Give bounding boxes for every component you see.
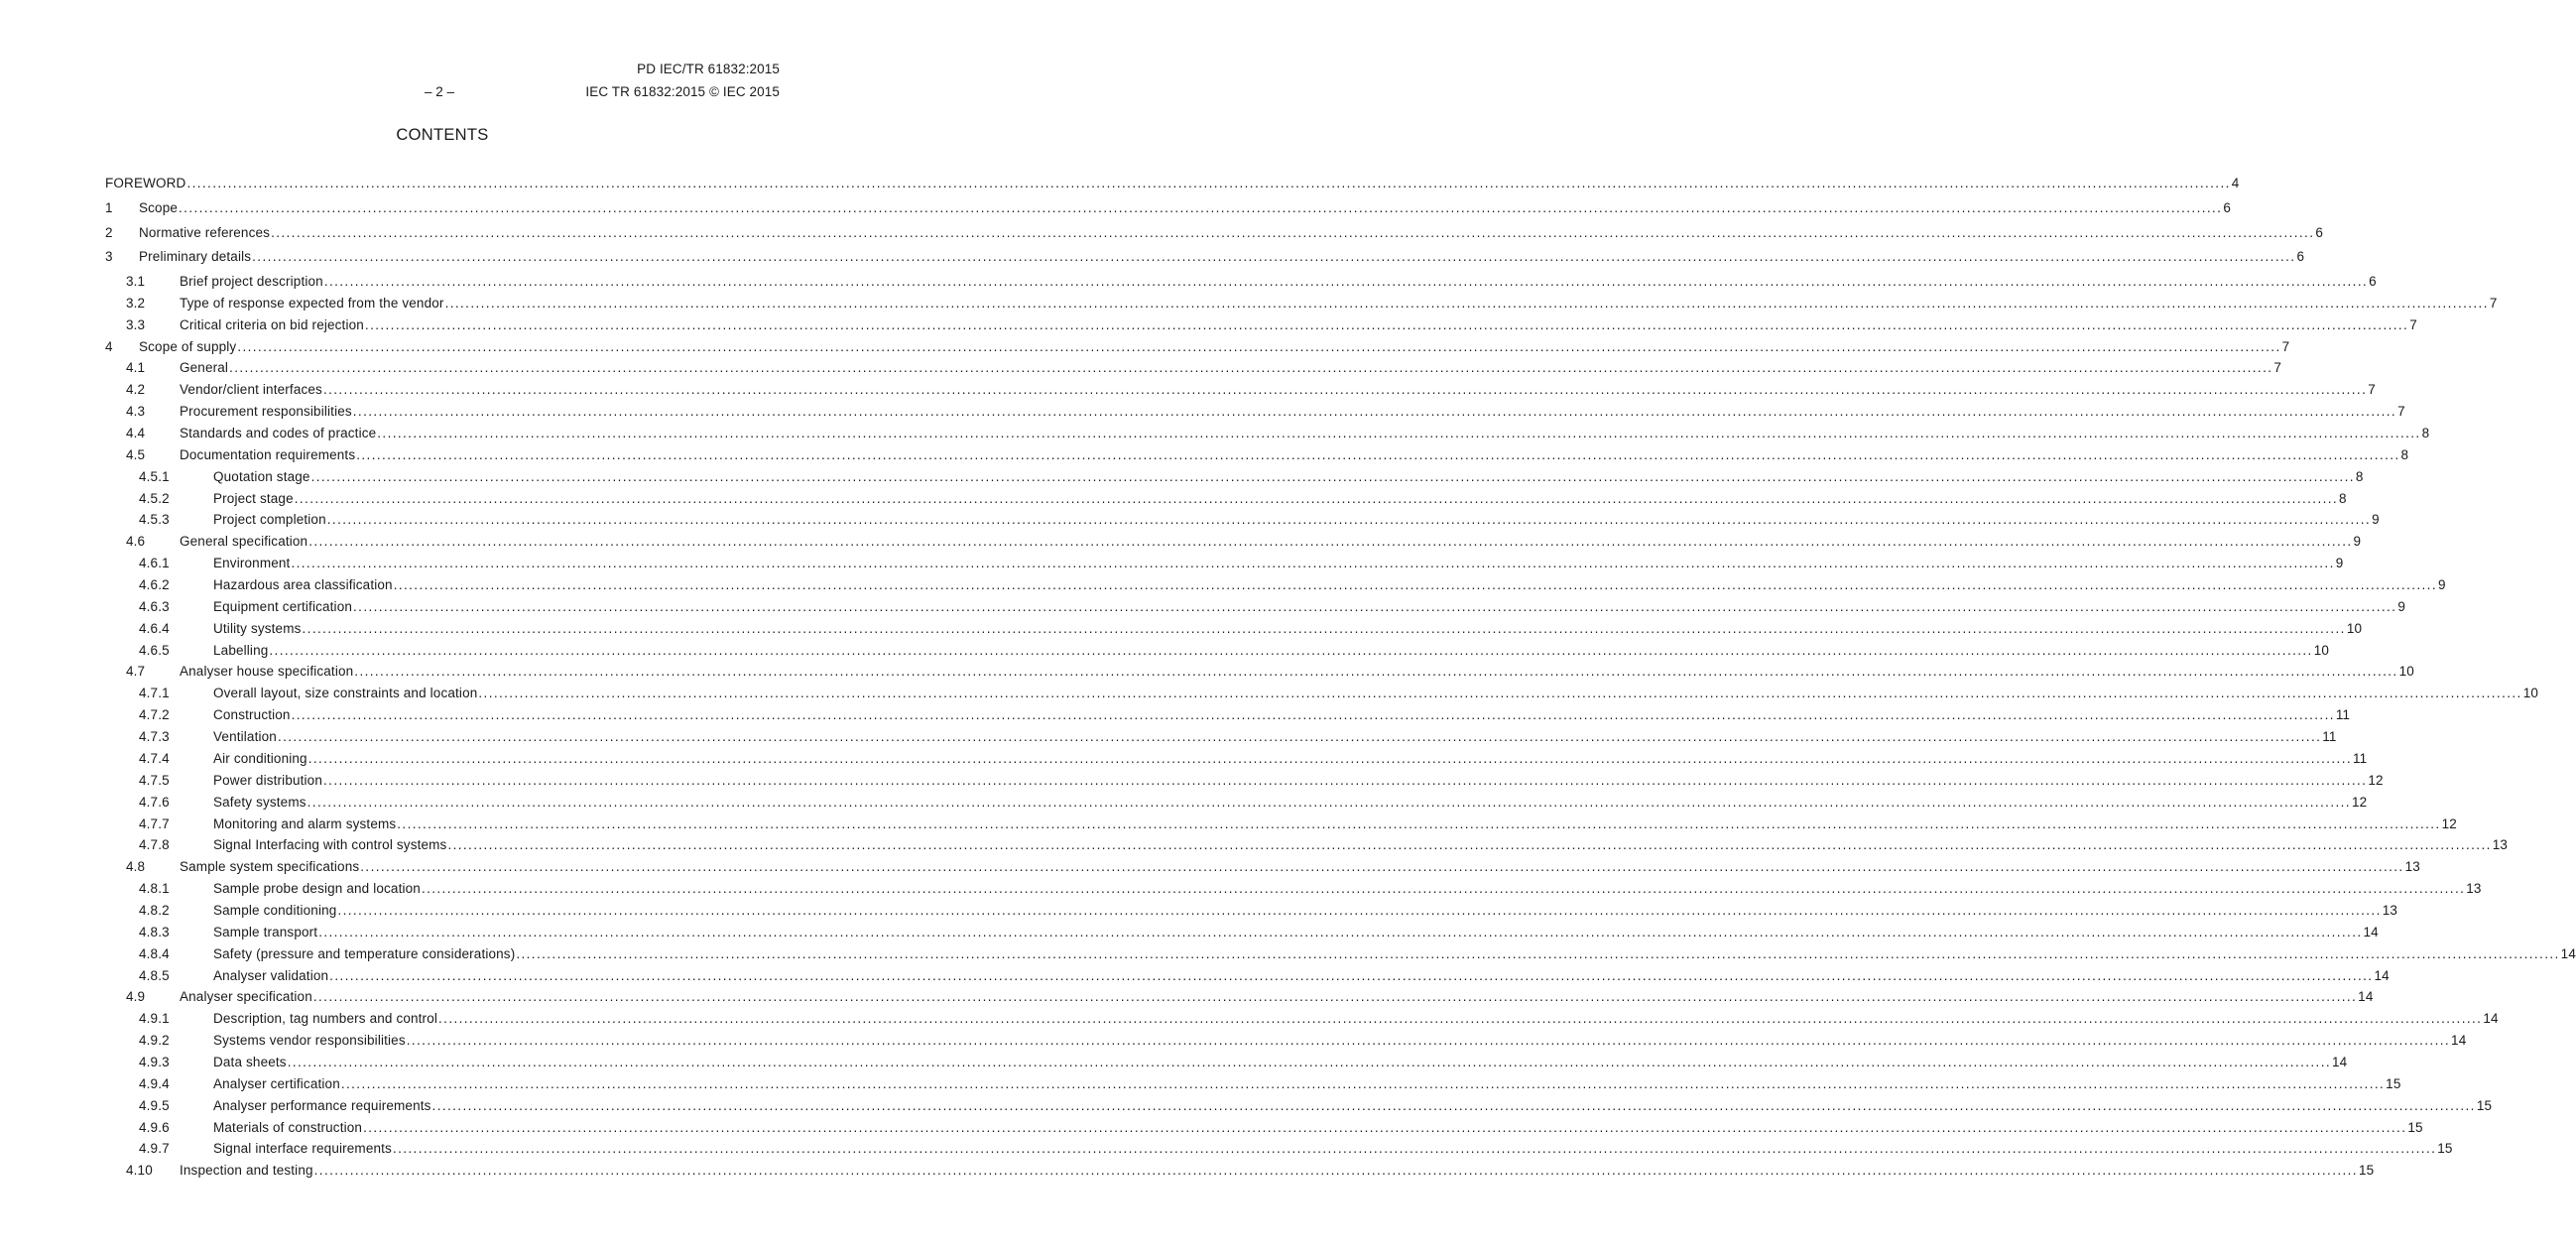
toc-entry[interactable] bbox=[139, 556, 2344, 575]
toc-entry-title: Data sheets bbox=[213, 1054, 287, 1069]
toc-entry-title: Normative references bbox=[139, 225, 271, 240]
toc-entry-number: 4.7.7 bbox=[139, 815, 170, 831]
toc-entry-title: Air conditioning bbox=[213, 750, 307, 766]
dot-leader: ................................................................................................................................................................................................................................................................................................................................................................................................................ bbox=[329, 967, 2374, 983]
toc-entry-title: Ventilation bbox=[213, 729, 277, 745]
toc-entry-page: 7 bbox=[2409, 316, 2417, 332]
toc-entry[interactable] bbox=[139, 598, 2405, 619]
toc-entry-page: 6 bbox=[2315, 225, 2324, 240]
toc-entry-page: 11 bbox=[2322, 729, 2337, 745]
toc-entry[interactable] bbox=[139, 924, 2379, 944]
toc-entry[interactable] bbox=[139, 686, 2539, 705]
toc-entry-title: Procurement responsibilities bbox=[180, 404, 352, 420]
dot-leader: ................................................................................................................................................................................................................................................................................................................................................................................................................ bbox=[323, 274, 2369, 289]
toc-entry-title: Power distribution bbox=[213, 772, 323, 788]
dot-leader: ................................................................................................................................................................................................................................................................................................................................................................................................................ bbox=[421, 881, 2466, 897]
dot-leader: ................................................................................................................................................................................................................................................................................................................................................................................................................ bbox=[406, 1033, 2451, 1049]
toc-entry-title: Critical criteria on bid rejection bbox=[180, 316, 364, 332]
toc-entry-number: 4.6.3 bbox=[139, 598, 170, 614]
toc-entry-number: 2 bbox=[105, 225, 113, 240]
toc-entry-title: General specification bbox=[180, 534, 308, 550]
dot-leader: ................................................................................................................................................................................................................................................................................................................................................................................................................ bbox=[179, 200, 2223, 215]
dot-leader: ................................................................................................................................................................................................................................................................................................................................................................................................................ bbox=[356, 446, 2400, 462]
dot-leader: ................................................................................................................................................................................................................................................................................................................................................................................................................ bbox=[431, 1097, 2476, 1113]
toc-entry-number: 4.9.5 bbox=[139, 1097, 170, 1113]
toc-entry[interactable] bbox=[139, 837, 2509, 857]
toc-entry[interactable] bbox=[139, 1075, 2401, 1096]
toc-entry-page: 15 bbox=[2358, 1163, 2375, 1179]
toc-entry-number: 4.5.1 bbox=[139, 468, 170, 484]
toc-entry-page: 14 bbox=[2483, 1011, 2499, 1027]
toc-entry-title: Signal Interfacing with control systems bbox=[213, 837, 447, 853]
dot-leader: ................................................................................................................................................................................................................................................................................................................................................................................................................ bbox=[516, 945, 2560, 961]
toc-entry-page: 14 bbox=[2451, 1033, 2467, 1049]
toc-entry-number: 4.8 bbox=[126, 859, 146, 875]
toc-entry-page: 14 bbox=[2332, 1054, 2348, 1069]
toc-entry-number: 3.3 bbox=[126, 316, 146, 332]
toc-entry[interactable] bbox=[139, 967, 2390, 988]
toc-entry-title: Description, tag numbers and control bbox=[213, 1011, 438, 1027]
toc-entry-number: 3.2 bbox=[126, 295, 146, 311]
toc-entry-number: 4.1 bbox=[126, 360, 146, 376]
toc-entry[interactable] bbox=[139, 577, 2446, 597]
toc-entry[interactable] bbox=[139, 707, 2351, 727]
toc-entry[interactable] bbox=[105, 225, 2324, 245]
toc-entry-number: 4.6 bbox=[126, 534, 146, 550]
toc-entry-number: 1 bbox=[105, 200, 113, 215]
toc-entry-title: Analyser specification bbox=[180, 989, 312, 1005]
toc-entry-page: 7 bbox=[2281, 338, 2290, 354]
toc-entry[interactable] bbox=[105, 249, 2305, 269]
toc-entry-title: Utility systems bbox=[213, 620, 302, 636]
toc-entry-number: 4.9.7 bbox=[139, 1141, 170, 1157]
toc-entry-title: Safety (pressure and temperature considerations) bbox=[213, 945, 516, 961]
toc-entry-title: Overall layout, size constraints and location bbox=[213, 686, 478, 701]
toc-entry[interactable] bbox=[139, 1011, 2499, 1031]
toc-entry-title: Project stage bbox=[213, 490, 294, 506]
toc-entry-number: 4.9 bbox=[126, 989, 146, 1005]
toc-entry-page: 9 bbox=[2353, 534, 2362, 550]
copyright-line: IEC TR 61832:2015 © IEC 2015 bbox=[585, 84, 780, 99]
dot-leader: ................................................................................................................................................................................................................................................................................................................................................................................................................ bbox=[312, 989, 2358, 1005]
dot-leader: ................................................................................................................................................................................................................................................................................................................................................................................................................ bbox=[322, 382, 2368, 398]
toc-entry-page: 15 bbox=[2407, 1119, 2423, 1135]
toc-entry-title: Brief project description bbox=[180, 274, 323, 289]
toc-entry-page: 10 bbox=[2398, 664, 2414, 680]
toc-entry-number: 4.9.1 bbox=[139, 1011, 170, 1027]
toc-entry-page: 7 bbox=[2489, 295, 2498, 311]
toc-entry-number: 4.8.1 bbox=[139, 881, 170, 897]
toc-entry-title: FOREWORD bbox=[105, 176, 186, 190]
toc-entry-number: 4.9.4 bbox=[139, 1075, 170, 1091]
page-number: – 2 – bbox=[425, 84, 455, 99]
toc-entry-title: Preliminary details bbox=[139, 249, 252, 264]
toc-entry-number: 4.8.4 bbox=[139, 945, 170, 961]
toc-entry[interactable] bbox=[139, 620, 2363, 641]
toc-entry-page: 10 bbox=[2313, 642, 2330, 658]
dot-leader: ................................................................................................................................................................................................................................................................................................................................................................................................................ bbox=[447, 837, 2492, 853]
dot-leader: ................................................................................................................................................................................................................................................................................................................................................................................................................ bbox=[318, 924, 2363, 939]
dot-leader: ................................................................................................................................................................................................................................................................................................................................................................................................................ bbox=[360, 859, 2404, 875]
toc-entry-page: 14 bbox=[2374, 967, 2390, 983]
toc-entry-page: 7 bbox=[2273, 360, 2282, 376]
dot-leader: ................................................................................................................................................................................................................................................................................................................................................................................................................ bbox=[392, 1141, 2437, 1157]
toc-entry-title: Hazardous area classification bbox=[213, 577, 393, 593]
dot-leader: ................................................................................................................................................................................................................................................................................................................................................................................................................ bbox=[363, 1119, 2407, 1135]
dot-leader: ................................................................................................................................................................................................................................................................................................................................................................................................................ bbox=[291, 556, 2335, 571]
dot-leader: ................................................................................................................................................................................................................................................................................................................................................................................................................ bbox=[313, 1163, 2358, 1179]
toc-entry[interactable] bbox=[139, 750, 2368, 771]
toc-entry[interactable] bbox=[139, 512, 2380, 532]
toc-entry-page: 12 bbox=[2368, 772, 2384, 788]
toc-entry-title: Project completion bbox=[213, 512, 326, 528]
toc-entry-page: 11 bbox=[2353, 750, 2368, 766]
toc-entry-number: 4.9.6 bbox=[139, 1119, 170, 1135]
toc-entry-page: 13 bbox=[2492, 837, 2509, 853]
dot-leader: ................................................................................................................................................................................................................................................................................................................................................................................................................ bbox=[302, 620, 2346, 636]
toc-entry-number: 4.7.4 bbox=[139, 750, 170, 766]
toc-entry[interactable] bbox=[139, 729, 2337, 749]
toc-entry-number: 4.7.3 bbox=[139, 729, 170, 745]
toc-entry[interactable] bbox=[126, 382, 2376, 402]
dot-leader: ................................................................................................................................................................................................................................................................................................................................................................................................................ bbox=[269, 642, 2313, 658]
toc-entry-number: 4.3 bbox=[126, 404, 146, 420]
toc-entry-number: 3 bbox=[105, 249, 113, 264]
dot-leader: ................................................................................................................................................................................................................................................................................................................................................................................................................ bbox=[310, 468, 2355, 484]
toc-entry[interactable] bbox=[126, 360, 2282, 380]
toc-entry-number: 4.5 bbox=[126, 446, 146, 462]
dot-leader: ................................................................................................................................................................................................................................................................................................................................................................................................................ bbox=[308, 534, 2353, 550]
dot-leader: ................................................................................................................................................................................................................................................................................................................................................................................................................ bbox=[294, 490, 2339, 506]
toc-entry[interactable] bbox=[105, 338, 2290, 359]
toc-entry-number: 4.10 bbox=[126, 1163, 153, 1179]
toc-entry[interactable] bbox=[139, 468, 2364, 489]
toc-entry[interactable] bbox=[139, 945, 2576, 966]
toc-entry-title: Materials of construction bbox=[213, 1119, 363, 1135]
toc-entry-page: 9 bbox=[2372, 512, 2380, 528]
toc-entry-title: Sample probe design and location bbox=[213, 881, 421, 897]
toc-entry-page: 4 bbox=[2231, 176, 2240, 190]
toc-entry[interactable] bbox=[139, 1119, 2423, 1140]
toc-entry[interactable] bbox=[139, 902, 2398, 923]
toc-entry-title: General bbox=[180, 360, 229, 376]
toc-entry-page: 14 bbox=[2560, 945, 2576, 961]
toc-entry-title: Signal interface requirements bbox=[213, 1141, 392, 1157]
dot-leader: ................................................................................................................................................................................................................................................................................................................................................................................................................ bbox=[340, 1075, 2386, 1091]
dot-leader: ................................................................................................................................................................................................................................................................................................................................................................................................................ bbox=[326, 512, 2372, 528]
toc-entry-page: 7 bbox=[2397, 404, 2405, 420]
toc-entry-page: 13 bbox=[2466, 881, 2482, 897]
toc-entry-page: 15 bbox=[2386, 1075, 2401, 1091]
page-title: CONTENTS bbox=[396, 126, 489, 144]
toc-entry[interactable] bbox=[139, 1097, 2493, 1118]
toc-entry-title: Sample transport bbox=[213, 924, 318, 939]
toc-entry-page: 9 bbox=[2397, 598, 2405, 614]
toc-entry-title: Analyser validation bbox=[213, 967, 329, 983]
toc-entry-number: 4.6.1 bbox=[139, 556, 170, 571]
toc-entry[interactable] bbox=[126, 295, 2498, 315]
toc-entry-number: 4.6.5 bbox=[139, 642, 170, 658]
dot-leader: ................................................................................................................................................................................................................................................................................................................................................................................................................ bbox=[186, 176, 2231, 190]
dot-leader: ................................................................................................................................................................................................................................................................................................................................................................................................................ bbox=[271, 225, 2315, 240]
toc-entry-title: Analyser house specification bbox=[180, 664, 354, 680]
toc-entry[interactable] bbox=[139, 1033, 2467, 1053]
toc-entry-page: 10 bbox=[2522, 686, 2539, 701]
toc-entry-page: 8 bbox=[2400, 446, 2409, 462]
toc-entry-title: Sample system specifications bbox=[180, 859, 360, 875]
toc-entry[interactable] bbox=[126, 404, 2405, 424]
toc-entry-title: Inspection and testing bbox=[180, 1163, 313, 1179]
dot-leader: ................................................................................................................................................................................................................................................................................................................................................................................................................ bbox=[287, 1054, 2331, 1069]
dot-leader: ................................................................................................................................................................................................................................................................................................................................................................................................................ bbox=[354, 664, 2398, 680]
toc-entry[interactable] bbox=[139, 881, 2482, 901]
toc-entry-page: 14 bbox=[2358, 989, 2374, 1005]
toc-entry[interactable] bbox=[126, 426, 2430, 445]
toc-entry[interactable] bbox=[126, 316, 2417, 337]
toc-entry-title: Scope of supply bbox=[139, 338, 237, 354]
dot-leader: ................................................................................................................................................................................................................................................................................................................................................................................................................ bbox=[444, 295, 2489, 311]
toc-entry-number: 4.8.3 bbox=[139, 924, 170, 939]
toc-entry[interactable] bbox=[126, 859, 2420, 879]
toc-entry-title: Vendor/client interfaces bbox=[180, 382, 322, 398]
toc-entry[interactable] bbox=[139, 1054, 2348, 1074]
document-id: PD IEC/TR 61832:2015 bbox=[637, 62, 780, 76]
toc-entry-number: 4.8.2 bbox=[139, 902, 170, 918]
toc-entry-number: 4.7 bbox=[126, 664, 146, 680]
toc-entry-page: 14 bbox=[2363, 924, 2379, 939]
toc-entry-page: 13 bbox=[2404, 859, 2420, 875]
dot-leader: ................................................................................................................................................................................................................................................................................................................................................................................................................ bbox=[323, 772, 2368, 788]
toc-entry-page: 12 bbox=[2441, 815, 2457, 831]
toc-entry-title: Type of response expected from the vendor bbox=[180, 295, 444, 311]
toc-entry-page: 7 bbox=[2368, 382, 2376, 398]
toc-entry-page: 9 bbox=[2437, 577, 2446, 593]
toc-entry-title: Analyser performance requirements bbox=[213, 1097, 431, 1113]
toc-entry-title: Sample conditioning bbox=[213, 902, 337, 918]
toc-entry-title: Environment bbox=[213, 556, 291, 571]
toc-entry-title: Monitoring and alarm systems bbox=[213, 815, 397, 831]
dot-leader: ................................................................................................................................................................................................................................................................................................................................................................................................................ bbox=[237, 338, 2281, 354]
toc-entry[interactable] bbox=[126, 664, 2414, 684]
toc-entry[interactable] bbox=[126, 989, 2374, 1009]
dot-leader: ................................................................................................................................................................................................................................................................................................................................................................................................................ bbox=[291, 707, 2335, 723]
toc-entry-number: 4.4 bbox=[126, 426, 146, 441]
dot-leader: ................................................................................................................................................................................................................................................................................................................................................................................................................ bbox=[229, 360, 2273, 376]
dot-leader: ................................................................................................................................................................................................................................................................................................................................................................................................................ bbox=[337, 902, 2382, 918]
toc-entry-title: Safety systems bbox=[213, 794, 307, 810]
dot-leader: ................................................................................................................................................................................................................................................................................................................................................................................................................ bbox=[397, 815, 2441, 831]
toc-entry-number: 4.6.2 bbox=[139, 577, 170, 593]
dot-leader: ................................................................................................................................................................................................................................................................................................................................................................................................................ bbox=[393, 577, 2437, 593]
dot-leader: ................................................................................................................................................................................................................................................................................................................................................................................................................ bbox=[438, 1011, 2483, 1027]
toc-entry-page: 11 bbox=[2335, 707, 2351, 723]
toc-entry-title: Standards and codes of practice bbox=[180, 426, 377, 441]
toc-entry-number: 4.8.5 bbox=[139, 967, 170, 983]
toc-entry-page: 10 bbox=[2346, 620, 2363, 636]
toc-entry-number: 4 bbox=[105, 338, 113, 354]
dot-leader: ................................................................................................................................................................................................................................................................................................................................................................................................................ bbox=[478, 686, 2522, 701]
toc-entry-number: 4.5.2 bbox=[139, 490, 170, 506]
toc-entry-title: Equipment certification bbox=[213, 598, 353, 614]
toc-entry-number: 4.7.6 bbox=[139, 794, 170, 810]
toc-entry-title: Construction bbox=[213, 707, 291, 723]
toc-entry-title: Quotation stage bbox=[213, 468, 310, 484]
toc-entry-title: Scope bbox=[139, 200, 179, 215]
dot-leader: ................................................................................................................................................................................................................................................................................................................................................................................................................ bbox=[307, 794, 2351, 810]
toc-entry-title: Documentation requirements bbox=[180, 446, 356, 462]
toc-entry-page: 8 bbox=[2339, 490, 2347, 506]
toc-entry-number: 4.5.3 bbox=[139, 512, 170, 528]
toc-entry[interactable] bbox=[139, 490, 2347, 511]
toc-entry[interactable] bbox=[126, 446, 2409, 467]
dot-leader: ................................................................................................................................................................................................................................................................................................................................................................................................................ bbox=[353, 598, 2397, 614]
toc-entry-title: Analyser certification bbox=[213, 1075, 340, 1091]
toc-entry[interactable] bbox=[139, 772, 2384, 793]
dot-leader: ................................................................................................................................................................................................................................................................................................................................................................................................................ bbox=[377, 426, 2421, 441]
toc-entry-title: Labelling bbox=[213, 642, 269, 658]
toc-entry[interactable] bbox=[139, 794, 2368, 814]
toc-entry-page: 8 bbox=[2421, 426, 2430, 441]
toc-entry-number: 3.1 bbox=[126, 274, 146, 289]
toc-entry-page: 6 bbox=[2296, 249, 2305, 264]
toc-entry-page: 15 bbox=[2437, 1141, 2453, 1157]
toc-entry-page: 15 bbox=[2476, 1097, 2493, 1113]
toc-entry-number: 4.7.5 bbox=[139, 772, 170, 788]
toc-entry[interactable] bbox=[105, 176, 2240, 195]
toc-entry-page: 6 bbox=[2223, 200, 2231, 215]
toc-entry[interactable] bbox=[126, 274, 2377, 294]
toc-entry-number: 4.9.3 bbox=[139, 1054, 170, 1069]
dot-leader: ................................................................................................................................................................................................................................................................................................................................................................................................................ bbox=[352, 404, 2397, 420]
toc-entry-page: 13 bbox=[2382, 902, 2398, 918]
toc-entry[interactable] bbox=[139, 815, 2457, 836]
toc-entry[interactable] bbox=[126, 1163, 2375, 1183]
dot-leader: ................................................................................................................................................................................................................................................................................................................................................................................................................ bbox=[307, 750, 2353, 766]
toc-entry-number: 4.7.2 bbox=[139, 707, 170, 723]
toc-entry-number: 4.9.2 bbox=[139, 1033, 170, 1049]
toc-entry-number: 4.7.8 bbox=[139, 837, 170, 853]
toc-entry-page: 9 bbox=[2335, 556, 2344, 571]
toc-entry-title: Systems vendor responsibilities bbox=[213, 1033, 406, 1049]
toc-entry[interactable] bbox=[139, 642, 2330, 663]
dot-leader: ................................................................................................................................................................................................................................................................................................................................................................................................................ bbox=[277, 729, 2322, 745]
toc-entry[interactable] bbox=[126, 534, 2362, 554]
dot-leader: ................................................................................................................................................................................................................................................................................................................................................................................................................ bbox=[252, 249, 2296, 264]
toc-entry-page: 12 bbox=[2351, 794, 2368, 810]
dot-leader: ................................................................................................................................................................................................................................................................................................................................................................................................................ bbox=[364, 316, 2409, 332]
toc-entry[interactable] bbox=[105, 200, 2231, 220]
toc-entry-page: 8 bbox=[2355, 468, 2364, 484]
toc-entry-number: 4.6.4 bbox=[139, 620, 170, 636]
toc-entry-number: 4.2 bbox=[126, 382, 146, 398]
toc-entry[interactable] bbox=[139, 1141, 2453, 1161]
toc-entry-page: 6 bbox=[2369, 274, 2377, 289]
toc-entry-number: 4.7.1 bbox=[139, 686, 170, 701]
